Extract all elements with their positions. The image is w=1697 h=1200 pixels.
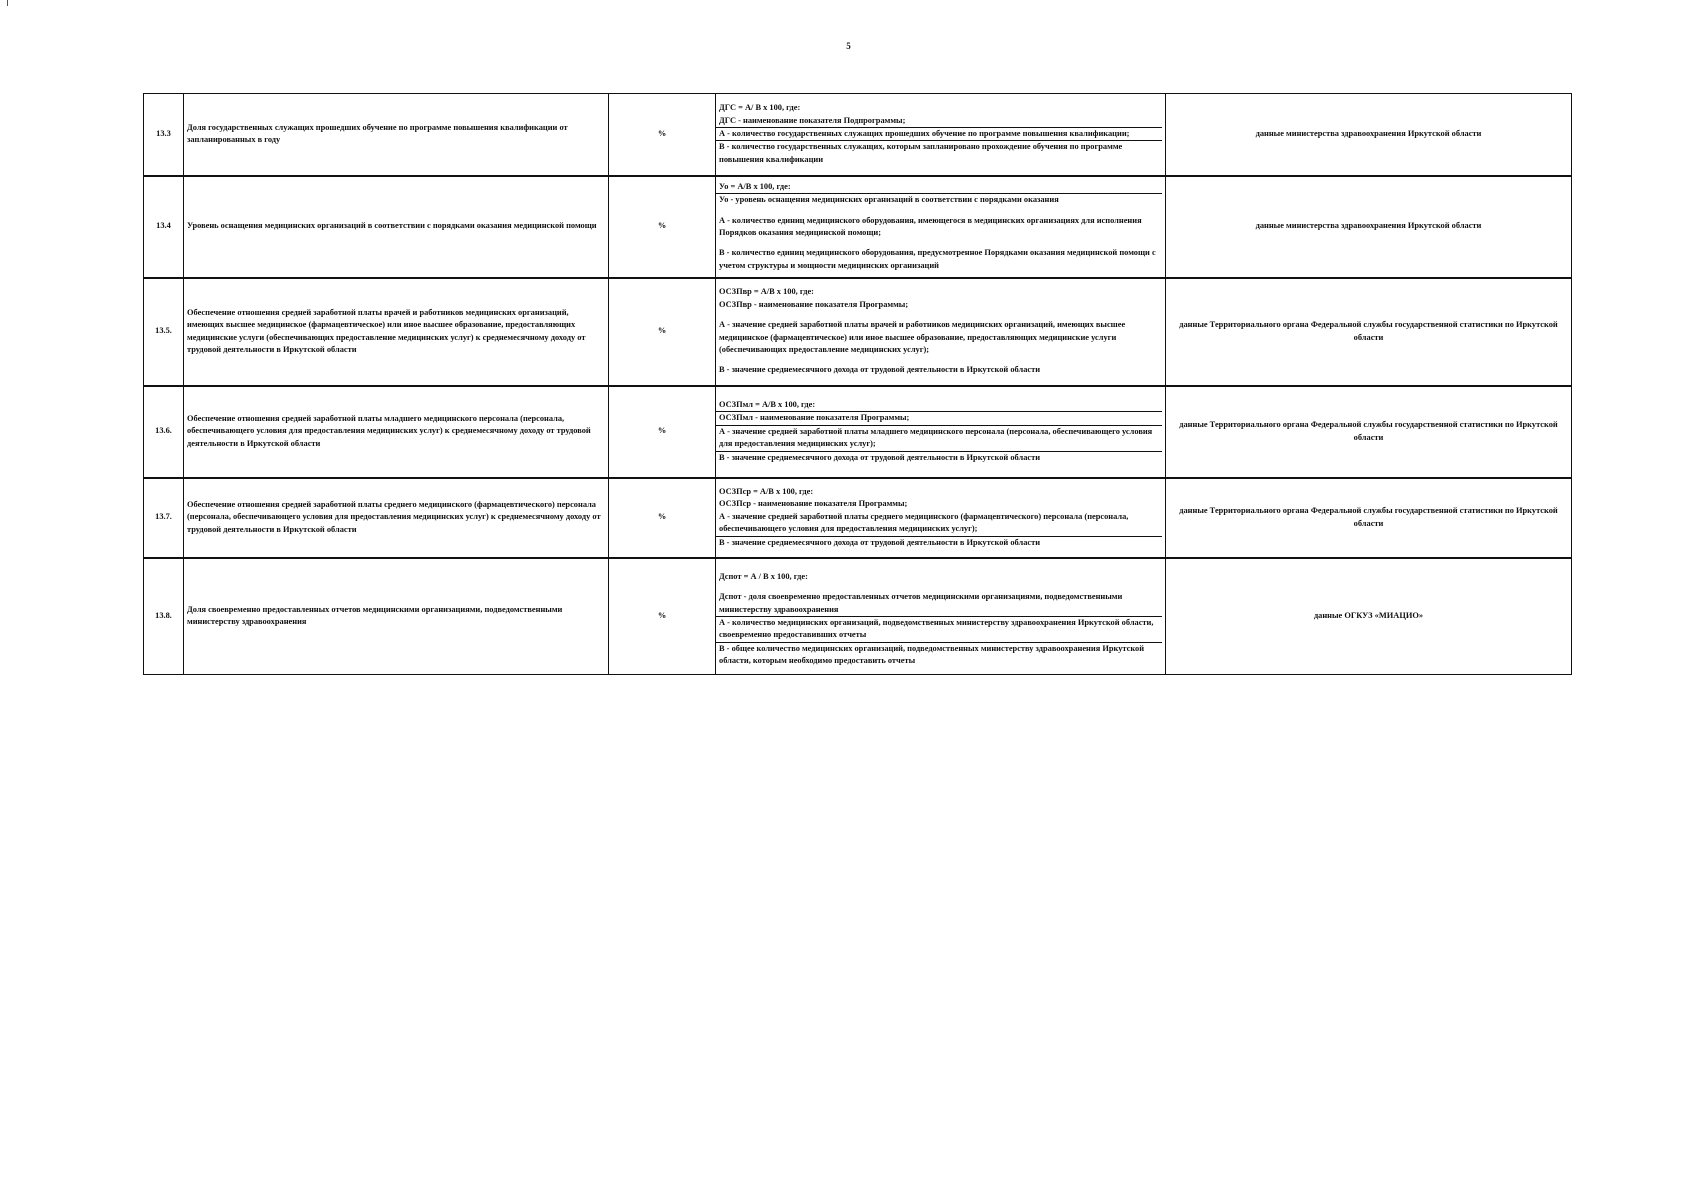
formula-cell	[716, 176, 1166, 278]
formula-line: ДГС - наименование показателя Подпрограммы;	[719, 115, 906, 125]
data-source: данные министерства здравоохранения Иркутской области	[1166, 94, 1572, 176]
formula-cell	[716, 386, 1166, 478]
formula-line: В - общее количество медицинских организаций, подведомственных министерству здравоохранения Иркутской области, которым необходимо предоставить отчеты	[716, 642, 1162, 668]
data-source: данные ОГКУЗ «МИАЦИО»	[1166, 558, 1572, 675]
formula-line: В - значение среднемесячного дохода от трудовой деятельности в Иркутской области	[719, 365, 1041, 375]
row-number: 13.6.	[144, 386, 184, 478]
formula-line: ОСЗПвр = А/В х 100, где:	[719, 287, 814, 297]
scan-corner-mark	[7, 0, 8, 6]
formula-line: А - значение средней заработной платы среднего медицинского (фармацевтического) персонала (персонала, обеспечивающего условия для предоставления медицинских услуг);	[719, 511, 1129, 534]
formula-cell	[716, 558, 1166, 675]
data-source: данные Территориального органа Федеральной службы государственной статистики по Иркутской области	[1166, 386, 1572, 478]
formula-line: ОСЗПср - наименование показателя Программы;	[719, 499, 908, 509]
table-row	[144, 558, 1572, 675]
table-row	[144, 386, 1572, 478]
indicator-name: Обеспечение отношения средней заработной платы среднего медицинского (фармацевтического) персонала (персонала, обеспечивающего условия для предоставления медицинских услуг) к среднемесячному доходу от трудовой деятельности в Иркутской области	[184, 478, 609, 558]
formula-line: А - значение средней заработной платы врачей и работников медицинских организаций, имеющих высшее медицинское (фармацевтическое) или иное высшее образование, предоставляющих медицинские услуги (обеспечивающих предоставление медицинских услуг);	[719, 320, 1126, 354]
formula-line: ОСЗПср = А/В х 100, где:	[719, 486, 814, 496]
formula-line: Уо - уровень оснащения медицинских организаций в соответствии с порядками оказания	[716, 193, 1162, 206]
formula-cell	[716, 478, 1166, 558]
formula-line: ДГС = А/ В х 100, где:	[719, 103, 801, 113]
formula-line: В - значение среднемесячного дохода от трудовой деятельности в Иркутской области	[716, 451, 1162, 464]
indicator-name: Обеспечение отношения средней заработной платы младшего медицинского персонала (персонала, обеспечивающего условия для предоставления медицинских услуг) к среднемесячному доходу от трудовой деятельности в Иркутской области	[184, 386, 609, 478]
indicator-name: Доля своевременно предоставленных отчетов медицинскими организациями, подведомственными министерству здравоохранения	[184, 558, 609, 675]
formula-line: А - количество государственных служащих прошедших обучение по программе повышения квалификации;	[716, 127, 1162, 140]
unit-cell: %	[609, 558, 716, 675]
indicator-name: Уровень оснащения медицинских организаций в соответствии с порядками оказания медицинской помощи	[184, 176, 609, 278]
data-source: данные Территориального органа Федеральной службы государственной статистики по Иркутской области	[1166, 478, 1572, 558]
formula-line: Дспот = А / В х 100, где:	[719, 571, 808, 581]
formula-cell	[716, 94, 1166, 176]
row-number: 13.8.	[144, 558, 184, 675]
table-row	[144, 278, 1572, 386]
table-row	[144, 176, 1572, 278]
formula-line: В - значение среднемесячного дохода от трудовой деятельности в Иркутской области	[716, 536, 1162, 549]
indicator-name: Доля государственных служащих прошедших обучение по программе повышения квалификации от запланированных в году	[184, 94, 609, 176]
formula-line: В - количество государственных служащих, которым запланировано прохождение обучения по программе повышения квалификации	[716, 140, 1162, 166]
page-number: 5	[846, 41, 851, 51]
formula-line: Уо = А/В х 100, где:	[719, 181, 791, 191]
unit-cell: %	[609, 176, 716, 278]
unit-cell: %	[609, 278, 716, 386]
formula-line: ОСЗПмл = А/В х 100, где:	[719, 399, 816, 409]
row-number: 13.5.	[144, 278, 184, 386]
formula-line: ОСЗПвр - наименование показателя Программы;	[719, 299, 909, 309]
formula-line: ОСЗПмл - наименование показателя Программы;	[716, 411, 1162, 424]
formula-cell	[716, 278, 1166, 386]
data-source: данные министерства здравоохранения Иркутской области	[1166, 176, 1572, 278]
formula-line: В - количество единиц медицинского оборудования, предусмотренное Порядками оказания медицинской помощи с учетом структуры и мощности медицинских организаций	[719, 248, 1156, 270]
indicator-name: Обеспечение отношения средней заработной платы врачей и работников медицинских организаций, имеющих высшее медицинское (фармацевтическое) или иное высшее образование, предоставляющих медицинские услуги (обеспечивающих предоставление медицинских услуг) к среднемесячному доходу от трудовой деятельности в Иркутской области	[184, 278, 609, 386]
table-row	[144, 94, 1572, 176]
formula-line: А - количество медицинских организаций, подведомственных министерству здравоохранения Иркутской области, своевременно предоставивших отчеты	[716, 616, 1162, 642]
row-number: 13.7.	[144, 478, 184, 558]
indicators-table	[143, 93, 1572, 675]
data-source: данные Территориального органа Федеральной службы государственной статистики по Иркутской области	[1166, 278, 1572, 386]
unit-cell: %	[609, 94, 716, 176]
formula-line: А - значение средней заработной платы младшего медицинского персонала (персонала, обеспечивающего условия для предоставления медицинских услуг);	[716, 425, 1162, 451]
unit-cell: %	[609, 386, 716, 478]
row-number: 13.4	[144, 176, 184, 278]
row-number: 13.3	[144, 94, 184, 176]
table-row	[144, 478, 1572, 558]
formula-line: Дспот - доля своевременно предоставленных отчетов медицинскими организациями, подведомственными министерству здравоохранения	[719, 592, 1123, 614]
unit-cell: %	[609, 478, 716, 558]
formula-line: А - количество единиц медицинского оборудования, имеющегося в медицинских организациях для исполнения Порядков оказания медицинской помощи;	[719, 215, 1142, 237]
